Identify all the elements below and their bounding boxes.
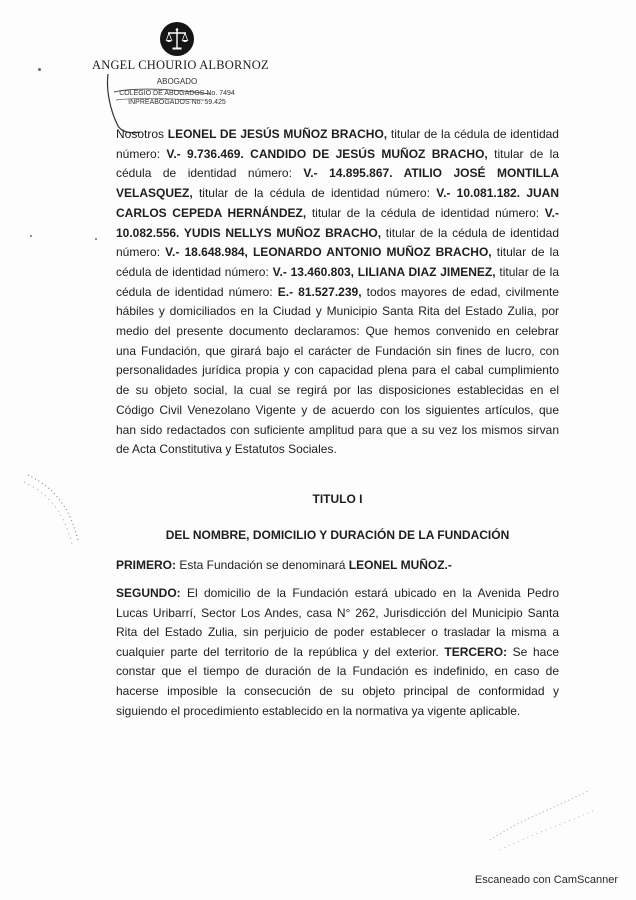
intro-text-segment: titular de la cédula de identidad número: <box>116 225 559 260</box>
tercero-text: Se hace constar que el tiempo de duración de la Fundación es indefinido, en caso de hacerse imposible la consecución de su objeto principal de conformidad y siguiendo el procedimiento establecido en la normativa ya vigente aplicable. <box>116 644 559 718</box>
foundation-name: LEONEL MUÑOZ.- <box>348 558 452 572</box>
inpreabogado-number: INPREABOGADOS No. 59.425 <box>128 99 226 106</box>
intro-bold-segment: V.- 9.736.469. CANDIDO DE JESÚS MUÑOZ BRACHO, <box>166 146 488 161</box>
scan-speck <box>38 68 41 71</box>
primero-text: Esta Fundación se denominará <box>176 558 349 572</box>
scan-speck <box>95 238 97 240</box>
intro-paragraph <box>116 125 559 460</box>
intro-bold-segment: V.- 18.648.984, LEONARDO ANTONIO MUÑOZ BRACHO, <box>165 245 492 260</box>
intro-bold-segment: E.- 81.527.239, <box>277 284 362 299</box>
intro-bold-segment: V.- 10.082.556. YUDIS NELLYS MUÑOZ BRACHO, <box>116 205 559 240</box>
intro-text-segment: Nosotros <box>116 127 168 141</box>
article-primero <box>116 556 559 576</box>
primero-label: PRIMERO: <box>116 558 176 572</box>
scan-smudge <box>470 780 600 860</box>
segundo-text: El domicilio de la Fundación estará ubicado en la Avenida Pedro Lucas Uribarrí, Sector Los Andes, casa N° 262, Jurisdicción del Municipio Santa Rita del Estado Zulia, sin perjuicio de poder establecer o trasladar la misma a cualquier parte del territorio de la república y del exterior. <box>116 586 559 659</box>
scan-speck <box>30 235 32 237</box>
titulo-heading: TITULO I <box>312 492 363 506</box>
segundo-label: SEGUNDO: <box>116 586 181 600</box>
intro-text-segment: titular de la cédula de identidad número: <box>116 127 559 161</box>
intro-bold-segment: V.- 14.895.867. ATILIO JOSÉ MONTILLA VELASQUEZ, <box>116 166 559 201</box>
intro-bold-segment: V.- 13.460.803, LILIANA DIAZ JIMENEZ, <box>272 264 496 279</box>
titulo-subheading: DEL NOMBRE, DOMICILIO Y DURACIÓN DE LA FUNDACIÓN <box>165 528 510 542</box>
intro-text-segment: todos mayores de edad, civilmente hábiles y domiciliados en la Ciudad y Municipio Santa Rita del Estado Zulia, por medio del presente documento declaramos: Que hemos convenido en celebrar una Fundación, que girará bajo el carácter de Fundación sin fines de lucro, con personalidades jurídica propia y con capacidad plena para el cabal cumplimiento de su objeto social, la cual se regirá por las disposiciones establecidas en el Código Civil Venezolano Vigente y de acuerdo con los siguientes artículos, que han sido redactados con suficiente amplitud para que a su vez los mismos sirvan de Acta Constitutiva y Estatutos Sociales. <box>116 284 560 457</box>
article-segundo-tercero <box>116 584 559 721</box>
intro-bold-segment: V.- 10.081.182. JUAN CARLOS CEPEDA HERNÁNDEZ, <box>116 186 559 220</box>
intro-text-segment: titular de la cédula de identidad número: <box>116 245 559 279</box>
scanner-watermark: Escaneado con CamScanner <box>474 874 618 886</box>
intro-text-segment: titular de la cédula de identidad número: <box>116 264 559 299</box>
tercero-label: TERCERO: <box>444 644 508 659</box>
lawyer-name: ANGEL CHOURIO ALBORNOZ <box>92 58 269 72</box>
lawyer-title: ABOGADO <box>156 77 198 86</box>
colegio-number: COLEGIO DE ABOGADOS No. 7494 <box>119 90 235 97</box>
scan-smudge <box>18 470 88 550</box>
intro-bold-segment: LEONEL DE JESÚS MUÑOZ BRACHO, <box>167 127 388 141</box>
intro-text-segment: titular de la cédula de identidad número: <box>116 146 559 181</box>
intro-text-segment: titular de la cédula de identidad número: <box>192 186 437 201</box>
intro-text-segment: titular de la cédula de identidad número: <box>306 205 545 220</box>
scales-of-justice-icon <box>160 22 194 56</box>
